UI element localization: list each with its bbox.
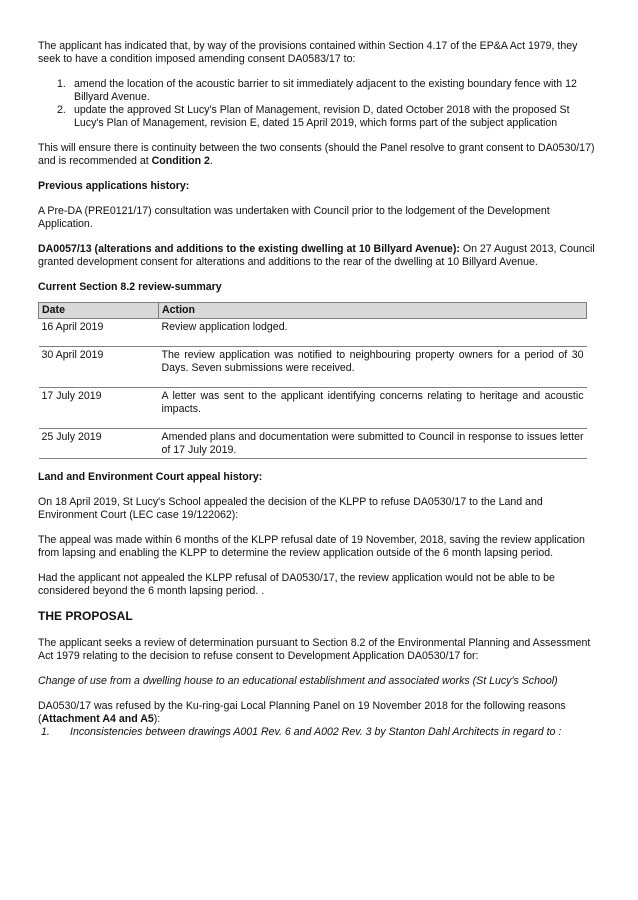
court-paragraph-2: The appeal was made within 6 months of the KLPP refusal date of 19 November, 2018, saving the review application from lapsing and enabling the KLPP to determine the review application outside of the 6 month lapsing period. <box>38 534 585 559</box>
table-row <box>39 319 587 347</box>
attachment-reference: Attachment A4 and A5 <box>41 713 154 725</box>
previous-history-heading: Previous applications history: <box>38 180 190 192</box>
row-action: A letter was sent to the applicant identifying concerns relating to heritage and acoustic impacts. <box>159 388 587 429</box>
list-number: 2. <box>57 104 66 116</box>
pre-da-paragraph: A Pre-DA (PRE0121/17) consultation was undertaken with Council prior to the lodgement of the Development Application. <box>38 205 550 230</box>
review-summary-table <box>38 302 587 459</box>
action-column-header: Action <box>159 303 587 319</box>
document-page <box>38 40 600 739</box>
refusal-text: DA0530/17 was refused by the Ku-ring-gai Local Planning Panel on 19 November 2018 for the following reasons ( <box>38 700 566 725</box>
list-number: 1. <box>41 726 50 738</box>
intro-paragraph: The applicant has indicated that, by way of the provisions contained within Section 4.17 of the EP&A Act 1979, they seek to have a condition imposed amending consent DA0583/17 to: <box>38 40 578 65</box>
date-column-header: Date <box>39 303 159 319</box>
list-item <box>38 78 600 104</box>
list-item <box>38 726 600 739</box>
row-date: 17 July 2019 <box>39 388 159 429</box>
continuity-paragraph <box>38 142 600 168</box>
refusal-reasons-list <box>38 726 600 739</box>
row-action: Review application lodged. <box>159 319 587 347</box>
refusal-text-end: ): <box>153 713 161 725</box>
court-paragraph-1: On 18 April 2019, St Lucy's School appealed the decision of the KLPP to refuse DA0530/17 to the Land and Environment Court (LEC case 19/122062): <box>38 496 543 521</box>
list-text: Inconsistencies between drawings A001 Rev. 6 and A002 Rev. 3 by Stanton Dahl Architects in regard to : <box>70 726 562 738</box>
proposal-paragraph-1: The applicant seeks a review of determination pursuant to Section 8.2 of the Environmental Planning and Assessment Act 1979 relating to the decision to refuse consent to Development Application DA0530/17 for: <box>38 637 591 662</box>
review-summary-heading: Current Section 8.2 review-summary <box>38 281 222 293</box>
intro-list <box>38 78 600 130</box>
row-date: 16 April 2019 <box>39 319 159 347</box>
court-history-heading: Land and Environment Court appeal history: <box>38 471 263 483</box>
continuity-period: . <box>209 155 213 167</box>
refusal-paragraph <box>38 700 600 726</box>
row-action: Amended plans and documentation were submitted to Council in response to issues letter of 17 July 2019. <box>159 429 587 459</box>
row-date: 25 July 2019 <box>39 429 159 459</box>
proposal-description: Change of use from a dwelling house to an educational establishment and associated works (St Lucy's School) <box>38 675 558 687</box>
da0057-text: On 27 August 2013, Council granted development consent for alterations and additions to the rear of the dwelling at 10 Billyard Avenue. <box>38 243 595 268</box>
row-date: 30 April 2019 <box>39 347 159 388</box>
table-row <box>39 429 587 459</box>
proposal-heading: THE PROPOSAL <box>38 609 133 623</box>
court-paragraph-3: Had the applicant not appealed the KLPP refusal of DA0530/17, the review application would not be able to be considered beyond the 6 month lapsing period. . <box>38 572 555 597</box>
list-item <box>38 104 600 130</box>
table-row <box>39 388 587 429</box>
list-text: update the approved St Lucy's Plan of Management, revision D, dated October 2018 with the proposed St Lucy's Plan of Management, revision E, dated 15 April 2019, which forms part of the subject application <box>74 104 570 129</box>
table-header-row <box>39 303 587 319</box>
table-row <box>39 347 587 388</box>
list-number: 1. <box>57 78 66 90</box>
da0057-paragraph <box>38 243 600 269</box>
condition-reference: Condition 2 <box>151 155 210 167</box>
list-text: amend the location of the acoustic barrier to sit immediately adjacent to the existing boundary fence with 12 Billyard Avenue. <box>74 78 577 103</box>
da0057-title: DA0057/13 (alterations and additions to the existing dwelling at 10 Billyard Avenue): <box>38 243 460 255</box>
row-action: The review application was notified to neighbouring property owners for a period of 30 Days. Seven submissions were received. <box>159 347 587 388</box>
continuity-text: This will ensure there is continuity between the two consents (should the Panel resolve to grant consent to DA0530/17) and is recommended at <box>38 142 595 167</box>
